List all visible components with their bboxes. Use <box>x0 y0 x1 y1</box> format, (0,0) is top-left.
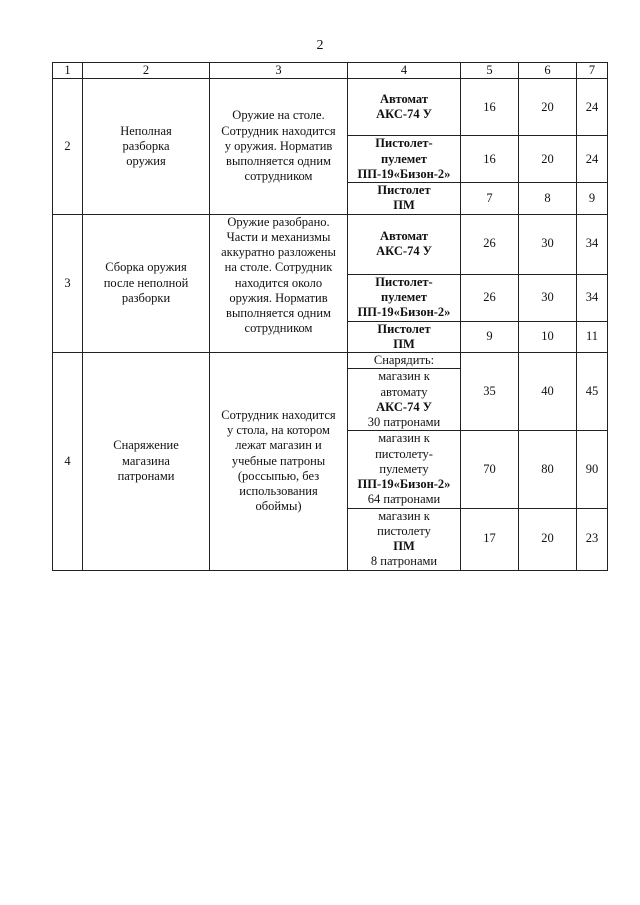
value-col5: 70 <box>461 431 519 508</box>
header-cell: 7 <box>577 63 608 79</box>
conditions-line: Сотрудник находится <box>221 407 336 422</box>
conditions-line: лежат магазин и <box>235 438 322 453</box>
magazine-line: 64 патронами <box>367 492 441 507</box>
value-col6: 30 <box>519 274 577 321</box>
exercise-line: Неполная <box>120 123 172 138</box>
weapon-line: ПП-19«Бизон-2» <box>357 305 451 320</box>
value-col5: 17 <box>461 508 519 570</box>
magazine-line: пулемету <box>379 461 429 476</box>
weapon-line: ПП-19«Бизон-2» <box>357 166 451 181</box>
magazine-line: ПП-19«Бизон-2» <box>357 477 451 491</box>
conditions-line: аккуратно разложены <box>221 245 336 259</box>
conditions-line: учебные патроны <box>231 453 326 468</box>
magazine-line: ПМ <box>393 539 415 553</box>
row-number: 2 <box>53 79 83 214</box>
conditions-line: (россыпью, без <box>237 468 320 483</box>
value-col6: 10 <box>519 321 577 353</box>
exercise-line: разборки <box>121 290 171 305</box>
conditions-line: находится около <box>234 275 323 290</box>
exercise-cell <box>83 79 210 214</box>
weapon-cell <box>348 214 461 274</box>
header-row <box>53 63 608 79</box>
table-row <box>53 353 608 369</box>
conditions-line: Сотрудник находится <box>221 123 336 138</box>
page-number: 2 <box>316 38 324 53</box>
header-cell: 5 <box>461 63 519 79</box>
magazine-line: 30 патронами <box>367 415 441 429</box>
weapon-cell <box>348 183 461 215</box>
conditions-line: выполняется одним <box>226 306 331 320</box>
weapon-line: ПМ <box>393 198 415 213</box>
weapon-line: Автомат <box>380 228 428 243</box>
weapon-line: ПМ <box>393 336 415 351</box>
magazine-line: АКС-74 У <box>376 399 432 414</box>
weapon-line: Пистолет <box>377 321 431 336</box>
weapon-cell <box>348 136 461 183</box>
magazine-cell <box>348 431 461 508</box>
conditions-line: оружия. Норматив <box>229 290 328 305</box>
value-col6: 80 <box>519 431 577 508</box>
value-col7: 23 <box>577 508 608 570</box>
conditions-line: сотрудником <box>244 321 313 336</box>
weapon-line: пулемет <box>381 289 427 304</box>
value-col6: 20 <box>519 79 577 136</box>
conditions-line: у стола, на котором <box>227 423 330 438</box>
magazine-line: автомату <box>380 384 428 399</box>
value-col7: 34 <box>577 274 608 321</box>
table-row <box>53 214 608 274</box>
conditions-line: Оружие на столе. <box>232 108 325 123</box>
exercise-cell <box>83 214 210 353</box>
value-col6: 20 <box>519 508 577 570</box>
conditions-line: обоймы) <box>255 499 302 514</box>
exercise-line: патронами <box>117 468 175 483</box>
table-row <box>53 79 608 136</box>
header-cell: 2 <box>83 63 210 79</box>
conditions-cell <box>210 214 348 353</box>
value-col6: 30 <box>519 214 577 274</box>
value-col6: 20 <box>519 136 577 183</box>
weapon-line: АКС-74 У <box>376 107 432 122</box>
value-col6: 40 <box>519 353 577 431</box>
weapon-line: пулемет <box>381 151 427 166</box>
conditions-line: Части и механизмы <box>226 229 331 244</box>
value-col6: 8 <box>519 183 577 215</box>
magazine-line: 8 патронами <box>370 554 438 569</box>
magazine-cell <box>348 508 461 570</box>
conditions-line: Оружие разобрано. <box>227 214 330 229</box>
weapon-line: Пистолет- <box>375 274 433 289</box>
header-cell: 3 <box>210 63 348 79</box>
exercise-line: оружия <box>126 154 166 168</box>
value-col5: 16 <box>461 79 519 136</box>
magazine-line: пистолету- <box>375 446 433 461</box>
weapon-line: АКС-74 У <box>376 244 432 258</box>
magazine-line: магазин к <box>378 369 430 384</box>
weapon-line: Пистолет- <box>375 136 433 151</box>
magazine-line: пистолету <box>377 523 431 538</box>
conditions-line: у оружия. Норматив <box>224 138 333 153</box>
value-col7: 24 <box>577 136 608 183</box>
exercise-line: Снаряжение <box>113 438 179 453</box>
magazine-line: магазин к <box>378 431 430 446</box>
value-col5: 7 <box>461 183 519 215</box>
conditions-line: на столе. Сотрудник <box>224 260 333 275</box>
weapon-cell <box>348 321 461 353</box>
row-number: 3 <box>53 214 83 353</box>
value-col7: 34 <box>577 214 608 274</box>
conditions-cell <box>210 79 348 214</box>
weapon-line: Автомат <box>380 92 428 106</box>
exercise-line: после неполной <box>103 275 189 290</box>
exercise-line: Сборка оружия <box>105 260 187 275</box>
header-cell: 6 <box>519 63 577 79</box>
value-col5: 35 <box>461 353 519 431</box>
value-col7: 9 <box>577 183 608 215</box>
value-col7: 45 <box>577 353 608 431</box>
value-col7: 90 <box>577 431 608 508</box>
norms-table <box>52 62 608 571</box>
exercise-line: магазина <box>122 453 170 468</box>
conditions-line: использования <box>239 484 318 499</box>
header-cell: 4 <box>348 63 461 79</box>
conditions-cell <box>210 353 348 571</box>
header-cell: 1 <box>53 63 83 79</box>
exercise-line: разборка <box>122 138 170 153</box>
magazine-line: магазин к <box>378 508 430 523</box>
exercise-cell <box>83 353 210 571</box>
conditions-line: выполняется одним <box>226 154 331 168</box>
weapon-cell <box>348 274 461 321</box>
magazine-cell <box>348 369 461 431</box>
conditions-line: сотрудником <box>244 169 313 184</box>
value-col7: 11 <box>577 321 608 353</box>
value-col5: 16 <box>461 136 519 183</box>
weapon-cell <box>348 79 461 136</box>
value-col7: 24 <box>577 79 608 136</box>
intro-cell: Снарядить: <box>348 353 461 369</box>
weapon-line: Пистолет <box>377 183 431 197</box>
value-col5: 9 <box>461 321 519 353</box>
value-col5: 26 <box>461 214 519 274</box>
value-col5: 26 <box>461 274 519 321</box>
row-number: 4 <box>53 353 83 571</box>
